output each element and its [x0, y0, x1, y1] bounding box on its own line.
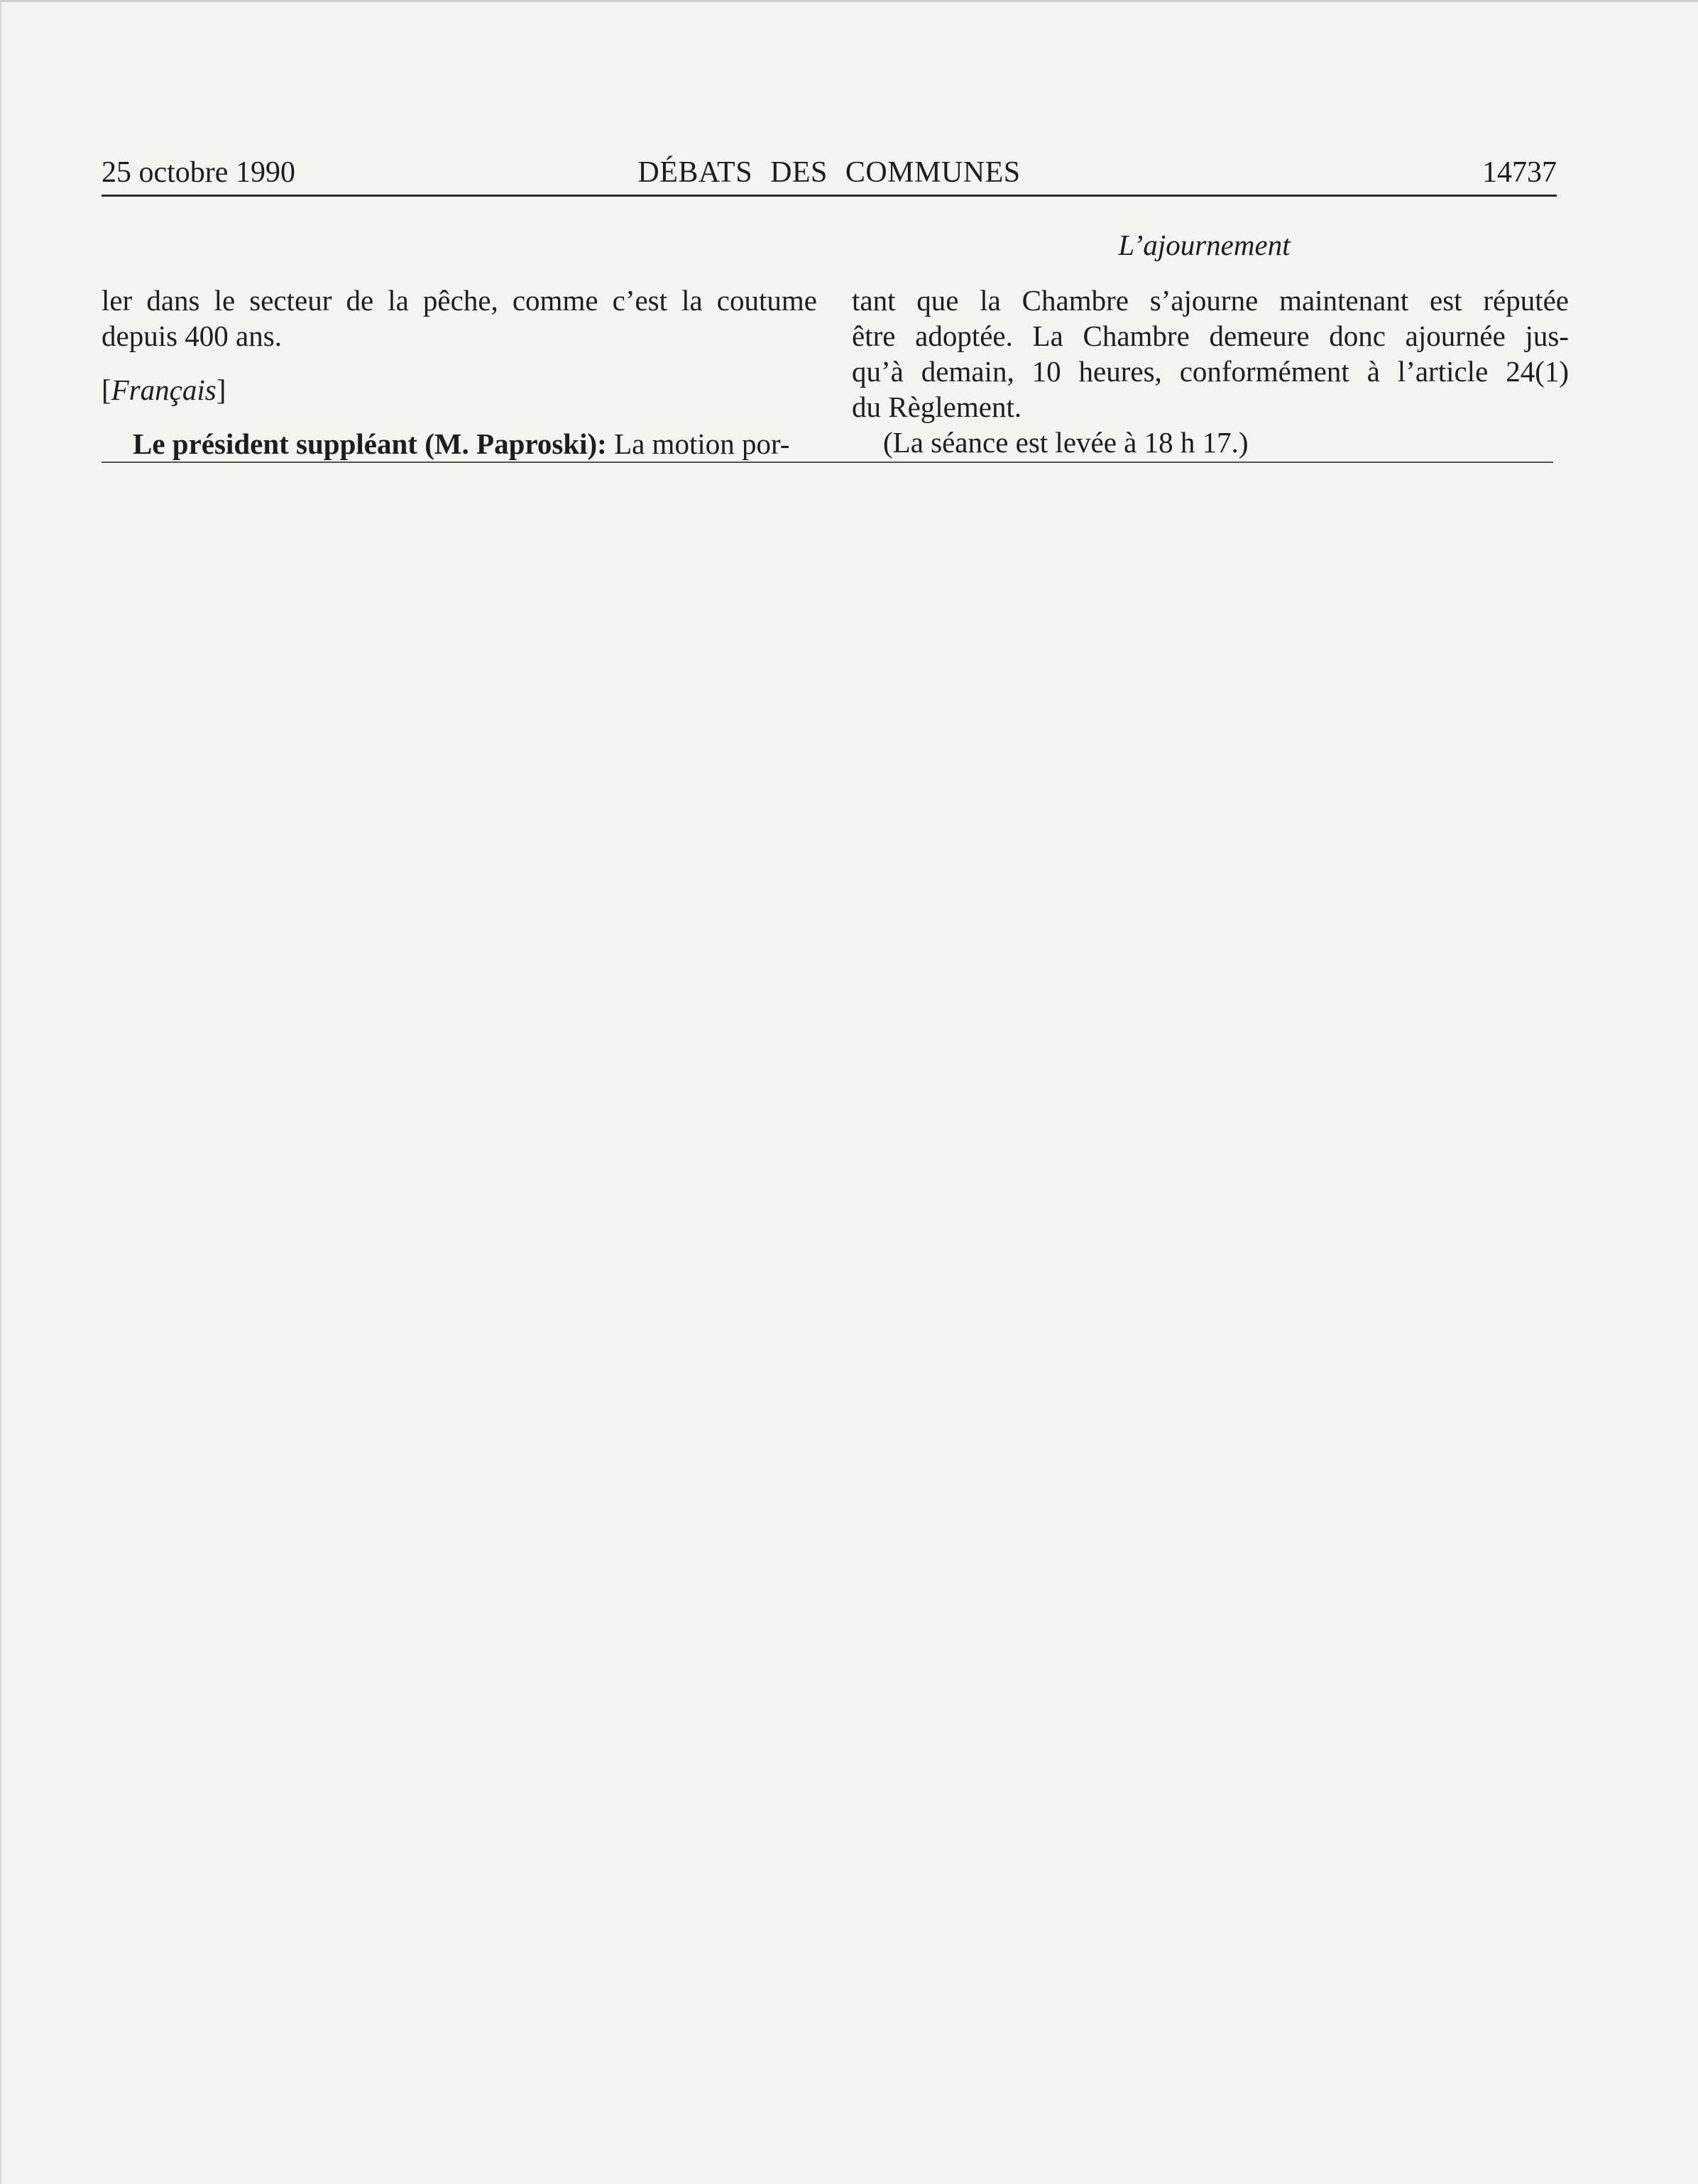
right-line-2: être adoptée. La Chambre demeure donc ajournée jus-: [852, 320, 1569, 352]
language-tag-text: Français: [111, 373, 217, 406]
language-tag: [102, 372, 817, 408]
right-paragraph: [852, 283, 1569, 425]
left-line-2: depuis 400 ans.: [102, 320, 282, 352]
header-date: 25 octobre 1990: [102, 156, 295, 189]
sitting-adjourned-note: (La séance est levée à 18 h 17.): [883, 426, 1249, 459]
right-line-3: qu’à demain, 10 heures, conformément à l’article 24(1): [852, 355, 1569, 388]
speech-paragraph: [102, 426, 817, 462]
header-rule: [102, 195, 1557, 197]
language-tag-open: [: [102, 373, 111, 406]
right-line-4: du Règlement.: [852, 391, 1022, 423]
left-line-1: ler dans le secteur de la pêche, comme c’est la coutume: [102, 284, 817, 317]
left-paragraph: [102, 283, 817, 354]
left-column: [102, 283, 817, 462]
running-header: [102, 151, 1557, 195]
speech-start: La motion por-: [606, 427, 790, 460]
language-tag-close: ]: [216, 373, 226, 406]
header-publication-title: DÉBATS DES COMMUNES: [637, 156, 1021, 189]
header-page-number: 14737: [1482, 156, 1557, 189]
end-rule: [102, 462, 1553, 463]
right-column: [852, 283, 1569, 460]
section-title: L’ajournement: [1118, 229, 1291, 261]
right-line-1: tant que la Chambre s’ajourne maintenant est réputée: [852, 284, 1569, 317]
speaker-name: Le président suppléant (M. Paproski):: [133, 427, 607, 460]
